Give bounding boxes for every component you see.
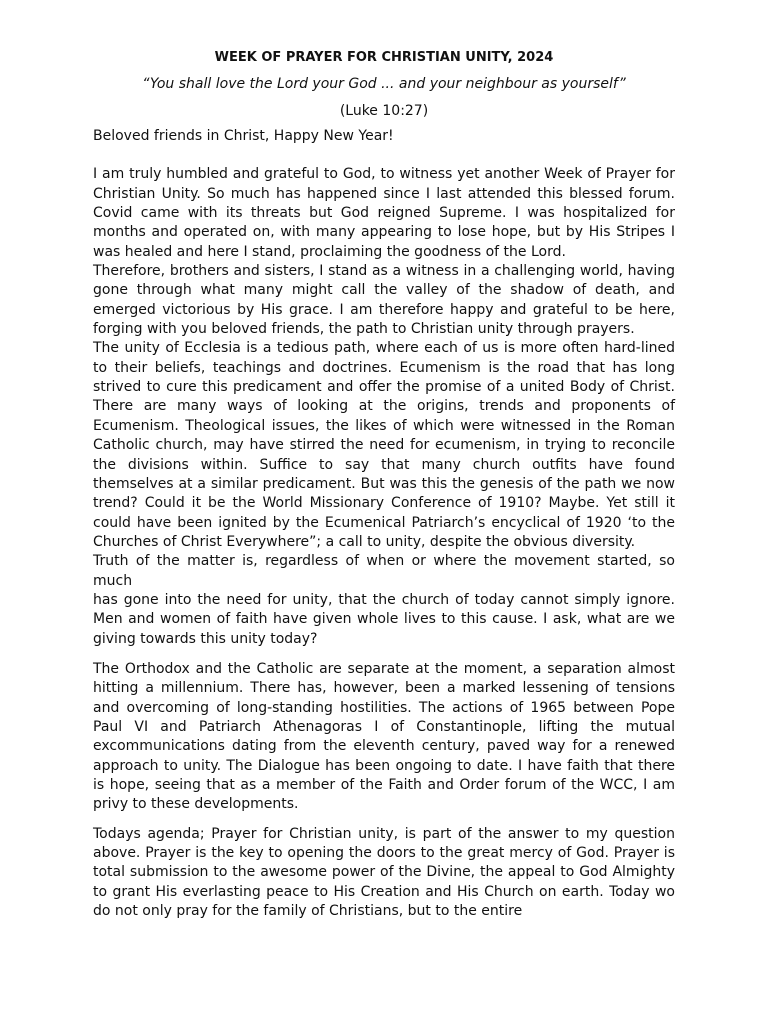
paragraph-ecclesia-unity: The unity of Ecclesia is a tedious path, where each of us is more often hard-lined to their beliefs, teachings and doctrines. Ecumenism is the road that has long strived to cure this predicament and offer the promise of a united Body of Christ. There are many ways of looking at the origins, trends and proponents of Ecumenism. Theological issues, the likes of which were witnessed in the Roman Catholic church, may have stirred the need for ecumenism, in trying to reconcile the divisions within. Suffice to say that many church outfits have found themselves at a similar predicament. But was this the genesis of the path we now trend? Could it be the World Missionary Conference of 1910? Maybe. Yet still it could have been ignited by the Ecumenical Patriarch’s encyclical of 1920 ‘to the Churches of Christ Everywhere”; a call to unity, despite the obvious diversity. [93, 340, 675, 550]
paragraph-witness: Therefore, brothers and sisters, I stand as a witness in a challenging world, having gone through what many might call the valley of the shadow of death, and emerged victorious by His grace. I am therefore happy and grateful to be here, forging with you beloved friends, the path to Christian unity through prayers. [93, 263, 675, 338]
paragraph-orthodox-catholic: The Orthodox and the Catholic are separate at the moment, a separation almost hitting a millennium. There has, however, been a marked lessening of tensions and overcoming of long-standing hostilities. The actions of 1965 between Pope Paul VI and Patriarch Athenagoras I of Constantinople, lifting the mutual excommunications dating from the eleventh century, paved way for a renewed approach to unity. The Dialogue has been ongoing to date. I have faith that there is hope, seeing that as a member of the Faith and Order forum of the WCC, I am privy to these developments. [93, 660, 675, 813]
scripture-quote: “You shall love the Lord your God ... and your neighbour as yourself” [142, 76, 626, 92]
salutation: Beloved friends in Christ, Happy New Year! [93, 128, 394, 144]
paragraph-gratitude: I am truly humbled and grateful to God, to witness yet another Week of Prayer for Christian Unity. So much has happened since I last attended this blessed forum. Covid came with its threats but God reigned Supreme. I was hospitalized for months and operated on, with many appearing to lose hope, but by His Stripes I was healed and here I stand, proclaiming the goodness of the Lord. [93, 166, 675, 260]
document-title: WEEK OF PRAYER FOR CHRISTIAN UNITY, 2024 [214, 50, 554, 65]
document-page [93, 48, 675, 921]
scripture-reference: (Luke 10:27) [339, 103, 429, 119]
paragraph-todays-agenda: Todays agenda; Prayer for Christian unity, is part of the answer to my question above. Prayer is the key to opening the doors to the great mercy of God. Prayer is total submission to the awesome power of the Divine, the appeal to God Almighty to grant His everlasting peace to His Creation and His Church on earth. Today wo do not only pray for the family of Christians, but to the entire [93, 825, 675, 920]
paragraph-truth-continued: has gone into the need for unity, that the church of today cannot simply ignore. Men and women of faith have given whole lives to this cause. I ask, what are we giving towards this unity today? [93, 591, 675, 647]
paragraph-truth-start: Truth of the matter is, regardless of when or where the movement started, so much [93, 553, 675, 589]
